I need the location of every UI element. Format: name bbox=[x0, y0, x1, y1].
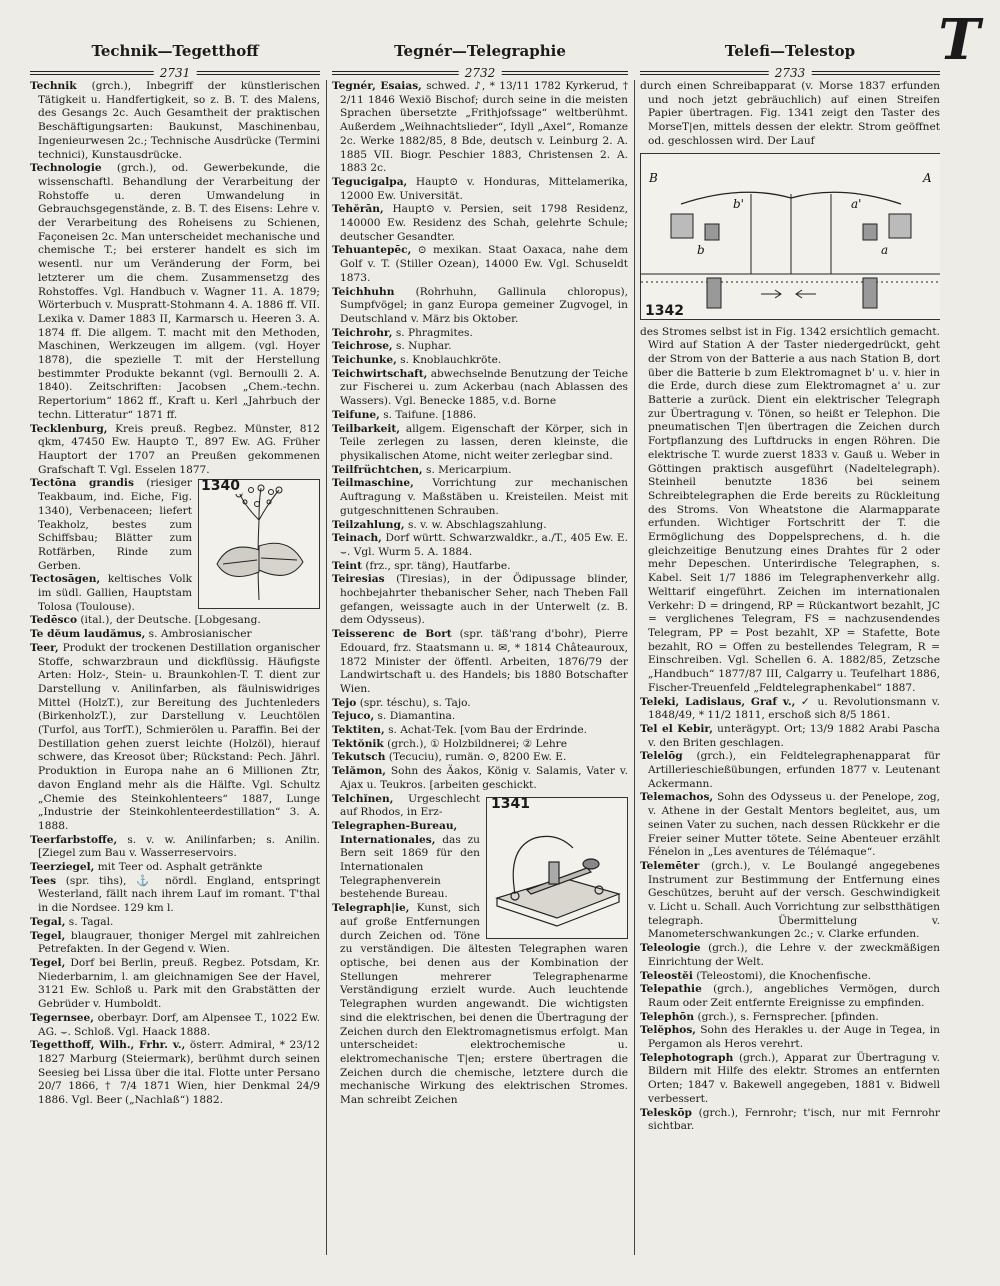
entry-headword: Teichwirtschaft, bbox=[332, 367, 428, 380]
entry-headword: Teichrose, bbox=[332, 340, 393, 353]
entry-text: Kunst, sich auf große Entfernungen durch Zeichen od. Töne zu verständigen. Die ältesten Telegraphen waren optische, bei denen aus der Kombination der Stellungen mehrerer Telegraphenarme Verständigung erzielt wurde. Auch leuchtende Telegraphen wurden angewandt. Die wichtigsten sind die elektrischen, bei denen die Übertragung der Zeichen durch den Elektromagnetismus erfolgt. Man unterscheidet: elektrochemische u. elektromechanische T|en; erstere übertragen die Zeichen durch die chemische, letztere durch die mechanische Wirkung des elektrischen Stromes. Man schreibt Zeichen bbox=[340, 902, 628, 1107]
entry-text: blaugrauer, thoniger Mergel mit zahlreichen Petrefakten. In der Gegend v. Wien. bbox=[38, 929, 320, 956]
dictionary-entry bbox=[332, 628, 628, 697]
entry-headword: Tegel, bbox=[30, 957, 66, 969]
entry-headword: Tel el Kebir, bbox=[640, 722, 713, 735]
entry-text: österr. Admiral, * 23/12 1827 Marburg (Steiermark), berühmt durch seinen Seesieg bei Lissa über die ital. Flotte unter Persano 20/7 1866, † 7/4 1871 Wien, hier Denkmal 24/9 1886. Vgl. Beer („Nachlaß“) 1882. bbox=[38, 1039, 320, 1107]
entry-text: (grch.), od. Gewerbekunde, die wissenschaftl. Behandlung der Verarbeitung der Rohstoffe u. deren Umwandelung in Gebrauchsgegenstände, z. B. T. des Eisens: Lehre v. der Verarbeitung des Roheisens zu Schienen, Façoneisen 2c. Man unterscheidet mechanische und chemische T.; bei ersterer handelt es sich im wesentl. nur um Veränderung der Form, bei letzterer um die chem. Zusammensetzg des Rohstoffes. Vgl. Handbuch v. Wagner 11. A. 1879; Wörterbuch v. Muspratt-Stohmann 4. A. 1886 ff. VII. Lexika v. Damer 1883 II, Karmarsch u. Heeren 3. A. 1874 ff. Die allgem. T. macht mit den Methoden, Maschinen, Werkzeugen im allgem. (vgl. Hoyer 1878), die spezielle T. mit der Herstellung bestimmter Produkte bekannt (vgl. Bernoulli 2. A. 1840). Zeitschriften: Jacobsen „Chem.-techn. Repertorium“ 1862 ff., Kraft u. Kerl „Jahrbuch der techn. Litteratur“ 1871 ff. bbox=[38, 162, 320, 421]
dictionary-entry bbox=[332, 340, 628, 354]
entry-text: Urgeschlecht auf Rhodos, in Erz- bbox=[340, 792, 480, 819]
entry-headword: Teer, bbox=[30, 641, 59, 654]
dictionary-entry bbox=[640, 1107, 940, 1134]
diagram-label-b: b bbox=[697, 242, 705, 257]
diagram-label-A: A bbox=[923, 170, 932, 185]
entry-headword: Tekutsch bbox=[332, 751, 386, 764]
entry-headword: Tegucigalpa, bbox=[332, 175, 408, 188]
entry-text: (Rohrhuhn, Gallinula chloropus), Sumpfvögel; in ganz Europa gemeiner Zugvogel, in Deutschland v. März bis Oktober. bbox=[340, 285, 628, 325]
dictionary-entry bbox=[30, 930, 320, 957]
dictionary-entry bbox=[30, 916, 320, 930]
entry-headword: Teint bbox=[332, 559, 363, 572]
entry-text: Sohn des Odysseus u. der Penelope, zog, v. Athene in der Gestalt Mentors begleitet, aus, um seinen Vater zu suchen, nach dessen Rückkehr er die Freier seiner Mutter tötete. Seine Abenteuer erzählt Fénelon in „Les aventures de Télémaque“. bbox=[648, 791, 940, 859]
page-number-right-text: 2733 bbox=[769, 64, 812, 82]
entry-headword: Tegel, bbox=[30, 929, 66, 942]
dictionary-entry bbox=[30, 834, 320, 861]
dictionary-entry bbox=[30, 80, 320, 162]
figure-1341 bbox=[486, 797, 628, 939]
dictionary-entry bbox=[332, 409, 628, 423]
header-left-title: Technik—Tegetthoff bbox=[91, 42, 259, 60]
entry-headword: Teichunke, bbox=[332, 354, 397, 367]
entry-headword: Teiresias bbox=[332, 573, 385, 586]
column-rule-1 bbox=[326, 80, 327, 1255]
telegraph-circuit-diagram bbox=[641, 154, 940, 319]
entry-headword: Telephotograph bbox=[640, 1051, 734, 1064]
entry-headword: Teleostĕi bbox=[640, 969, 693, 982]
entry-text: s. Tagal. bbox=[68, 915, 114, 928]
entry-headword: Teilmaschine, bbox=[332, 477, 414, 490]
dictionary-entry bbox=[332, 751, 628, 765]
entry-text: (Tiresias), in der Ödipussage blinder, hochbejahrter thebanischer Seher, nach Theben Fall gefangen, weissagte auch in der Unterwelt (z. B. dem Odysseus). bbox=[340, 573, 628, 627]
dictionary-entry bbox=[30, 1039, 320, 1108]
entry-text: (grch.), die Lehre v. der zweckmäßigen Einrichtung der Welt. bbox=[648, 942, 940, 968]
dictionary-entry bbox=[332, 354, 628, 368]
dictionary-entry bbox=[332, 477, 628, 518]
dictionary-entry bbox=[30, 1012, 320, 1039]
entry-text: Sohn des Äakos, König v. Salamis, Vater v. Ajax u. Teukros. [arbeiten geschickt. bbox=[340, 765, 628, 791]
dictionary-entry bbox=[640, 696, 940, 723]
dictionary-entry bbox=[640, 942, 940, 969]
entry-headword: Tegernsee, bbox=[30, 1011, 94, 1024]
entry-text: (ital.), der Deutsche. [Lobgesang. bbox=[80, 614, 261, 627]
entry-text: (grch.), ① Holzbildnerei; ② Lehre bbox=[387, 737, 567, 750]
entry-headword: Tegal, bbox=[30, 915, 66, 928]
dictionary-entry bbox=[30, 861, 320, 875]
entry-headword: Tehĕrān, bbox=[332, 203, 384, 216]
dictionary-entry bbox=[332, 765, 628, 792]
entry-text: (grch.), ein Feldtelegraphenapparat für Artillerieschießübungen, erfunden 1877 v. Leutenant Ackermann. bbox=[648, 750, 940, 790]
entry-headword: Tedēsco bbox=[30, 614, 78, 627]
dictionary-entry bbox=[332, 697, 628, 711]
entry-text: des Stromes selbst ist in Fig. 1342 ersichtlich gemacht. Wird auf Station A der Taster niedergedrückt, geht der Strom von der Batterie a aus nach Station B, dort über die Batterie b zum Elektromagnet b' u. v. hier in die Erde, durch diese zum Elektromagnet a' u. zur Batterie a zurück. Dient ein elektrischer Telegraph zur Übertragung v. Tönen, so heißt er Telephon. Die pneumatischen T|en übertragen die Zeichen durch Fortpflanzung des Luftdrucks in engen Röhren. Die elektrische T. wurde zuerst 1833 v. Gauß u. Weber in Göttingen praktisch ausgeführt (Nadeltelegraph). Steinheil benutzte 1836 bei seinem Schreibtelegraphen die Erde bereits zu Rückleitung des Stroms. Von Wheatstone die Alarmapparate erfunden. Wichtiger Fortschritt der T. die Ermöglichung des Doppelsprechens, d. h. die gleichzeitige Benutzung eines Drahtes für 2 oder mehr Depeschen. Unterirdische Telegraphen, s. Kabel. Seit 1/7 1886 im Telegraphenverkehr allg. Welttarif eingeführt. Zeichen im internationalen Verkehr: D = dringend, RP = Rückantwort bezahlt, JC = verglichenes Telegram, FS = nachzusendendes Telegram, PP = Post bezahlt, XP = Stafette, Bote bezahlt, RO = Offen zu bestellendes Telegram, R = Einschreiben. Vgl. Schellen 6. A. 1882/85, Zetzsche „Handbuch“ 1877/87 III, Calgarry u. Teufelhart 1886, Fischer-Treuenfeld „Feldtelegraphenkabel“ 1887. bbox=[640, 325, 940, 694]
teak-leaf-illustration bbox=[199, 480, 319, 608]
entry-headword: Tecklenburg, bbox=[30, 422, 108, 435]
entry-headword: Telelōg bbox=[640, 750, 683, 763]
diagram-label-b-prime: b' bbox=[733, 196, 744, 211]
entry-text: Sohn des Herakles u. der Auge in Tegea, in Pergamon als Heros verehrt. bbox=[648, 1024, 940, 1051]
entry-text: Dorf bei Berlin, preuß. Regbez. Potsdam, Kr. Niederbarnim, l. am gleichnamigen See der Havel, 3121 Ew. Schloß u. Park mit den Grabstätten der Gebrüder v. Humboldt. bbox=[38, 957, 320, 1011]
dictionary-entry bbox=[332, 80, 628, 176]
dictionary-entry bbox=[640, 723, 940, 750]
dictionary-entry bbox=[640, 1011, 940, 1025]
diagram-label-a: a bbox=[881, 242, 889, 257]
entry-headword: Teleologie bbox=[640, 942, 701, 955]
entry-text: durch einen Schreibapparat (v. Morse 1837 erfunden und noch jetzt gebräuchlich) auf einen Streifen Papier übertragen. Fig. 1341 zeigt den Taster des MorseT|en, mittels dessen der elektr. Strom geöffnet od. geschlossen wird. Der Lauf bbox=[640, 80, 940, 147]
dictionary-entry bbox=[332, 203, 628, 244]
entry-text: oberbayr. Dorf, am Alpensee T., 1022 Ew. AG. ⌣. Schloß. Vgl. Haack 1888. bbox=[38, 1011, 320, 1038]
dictionary-entry bbox=[332, 573, 628, 628]
entry-headword: Telemachos, bbox=[640, 791, 714, 804]
dictionary-entry bbox=[30, 628, 320, 642]
entry-headword: Teichhuhn bbox=[332, 285, 395, 298]
entry-headword: Tegetthoff, Wilh., Frhr. v., bbox=[30, 1039, 186, 1052]
dictionary-entry bbox=[332, 244, 628, 285]
entry-headword: Telămon, bbox=[332, 765, 386, 778]
entry-text: allgem. Eigenschaft der Körper, sich in Teile zerlegen zu lassen, deren kleinste, die physikalischen Atome, nicht weiter zerlegbar sind. bbox=[340, 422, 628, 462]
entry-text: s. Ambrosianischer bbox=[148, 628, 252, 641]
entry-headword: Teerziegel, bbox=[30, 861, 95, 874]
figure-1340 bbox=[198, 479, 320, 609]
dictionary-entry bbox=[640, 1052, 940, 1107]
entry-headword: Teifune, bbox=[332, 408, 380, 421]
entry-text: s. v. w. Anilinfarben; s. Anilin. [Ziegel zum Bau v. Wasserreservoirs. bbox=[38, 833, 320, 860]
entry-text: schwed. ♪, * 13/11 1782 Kyrkerud, † 2/11 1846 Wexiö Bischof; durch seine in die meisten Sprachen übersetzte „Frithjofssage“ weltberühmt. Außerdem „Weihnachtslieder“, Idyll „Axel“, Romanze 2c. Werke 1882/85, 8 Bde, deutsch v. Leinburg 2. A. 1885 VII. Biogr. Peschier 1883, Christensen 2. A. 1883 2c. bbox=[340, 80, 628, 175]
dictionary-entry bbox=[332, 423, 628, 464]
page-number-mid-text: 2732 bbox=[459, 64, 502, 82]
entry-headword: Tees bbox=[30, 874, 57, 887]
column-rule-2 bbox=[634, 80, 635, 1255]
entry-headword: Technologie bbox=[30, 162, 102, 175]
dictionary-entry bbox=[332, 710, 628, 724]
dictionary-entry bbox=[640, 970, 940, 984]
entry-headword: Telephōn bbox=[640, 1010, 695, 1023]
entry-text: (spr. tihs), ⚓ nördl. England, entspringt Westerland, fällt nach ihrem Lauf im romant. T'thal in die Nordsee. 129 km l. bbox=[38, 874, 320, 915]
entry-headword: Teerfarbstoffe, bbox=[30, 833, 118, 846]
entry-text: abwechselnde Benutzung der Teiche zur Fischerei u. zum Ackerbau (nach Ablassen des Wassers). Vgl. Benecke 1885, v.d. Borne bbox=[340, 367, 628, 408]
entry-text: Dorf württ. Schwarzwaldkr., a./T., 405 Ew. E. ⌣. Vgl. Wurm 5. A. 1884. bbox=[340, 532, 628, 558]
dictionary-entry bbox=[332, 464, 628, 478]
entry-text: (grch.), Inbegriff der künstlerischen Tätigkeit u. Handfertigkeit, so z. B. T. des Malens, des Gesangs 2c. Auch Gesamtheit der praktischen Beschäftigungsarten: Baukunst, Maschinenbau, Ingenieurwesen 2c.; Technische Ausdrücke (Termini technici), Kunstausdrücke. bbox=[38, 80, 320, 161]
entry-headword: Telemēter bbox=[640, 859, 700, 872]
entry-headword: Technik bbox=[30, 80, 77, 92]
dictionary-entry bbox=[332, 327, 628, 341]
entry-headword: Tejo bbox=[332, 696, 357, 709]
entry-headword: Teisserenc de Bort bbox=[332, 628, 452, 641]
entry-text: (spr. täß'rang d'bohr), Pierre Edouard, frz. Staatsmann u. ✉, * 1814 Châteauroux, 1872 Minister der öffentl. Arbeiten, 1876/79 der Landwirtschaft u. des Handels; bis 1880 Botschafter Wien. bbox=[340, 628, 628, 695]
entry-headword: Teleskōp bbox=[640, 1106, 692, 1119]
entry-headword: Teinach, bbox=[332, 532, 382, 545]
entry-headword: Te dĕum laudămus, bbox=[30, 628, 146, 641]
entry-text: (grch.), Fernrohr; t'isch, nur mit Fernrohr sichtbar. bbox=[648, 1106, 940, 1133]
morse-key-illustration bbox=[487, 795, 627, 938]
entry-headword: Tectōna grandis bbox=[30, 477, 134, 490]
dictionary-entry bbox=[332, 368, 628, 409]
left-column bbox=[30, 80, 320, 1260]
entry-headword: Tehuantepēc, bbox=[332, 244, 412, 257]
right-column bbox=[640, 80, 940, 1260]
entry-text: das zu Bern seit 1869 für den Internationalen Telegraphenverein bestehende Bureau. bbox=[340, 833, 480, 901]
dictionary-entry bbox=[332, 560, 628, 574]
entry-text: (Tecuciu), rumän. ⊙, 8200 Ew. E. bbox=[388, 751, 567, 764]
dictionary-entry bbox=[30, 642, 320, 834]
entry-headword: Telegraph|ie, bbox=[332, 902, 410, 915]
entry-text: s. Taifune. [1886. bbox=[383, 408, 477, 421]
diagram-label-a-prime: a' bbox=[851, 196, 862, 211]
entry-headword: Teleki, Ladislaus, Graf v., bbox=[640, 695, 796, 708]
entry-headword: Tectosāgen, bbox=[30, 573, 101, 586]
entry-headword: Telĕphos, bbox=[640, 1024, 696, 1037]
entry-text: Haupt⊙ v. Honduras, Mittelamerika, 12000 Ew. Universität. bbox=[340, 175, 628, 202]
dictionary-entry bbox=[332, 532, 628, 559]
page-number-left-text: 2731 bbox=[154, 64, 197, 82]
entry-text: s. Achat-Tek. [vom Bau der Erdrinde. bbox=[388, 724, 588, 737]
entry-text: s. v. w. Abschlagszahlung. bbox=[407, 518, 547, 531]
entry-text: unterägypt. Ort; 13/9 1882 Arabi Pascha v. den Briten geschlagen. bbox=[648, 722, 940, 749]
entry-text: (grch.), angebliches Vermögen, durch Raum oder Zeit entfernte Ereignisse zu empfinden. bbox=[648, 983, 940, 1009]
entry-headword: Teilfrüchtchen, bbox=[332, 463, 423, 476]
entry-text: (grch.), Apparat zur Übertragung v. Bildern mit Hilfe des elektr. Stromes an entfernten Orten; 1847 v. Bakewell angegeben, 1881 v. Bidwell verbessert. bbox=[648, 1051, 940, 1105]
dictionary-entry bbox=[30, 614, 320, 628]
header-right-title: Telefi—Telestop bbox=[724, 42, 856, 60]
entry-headword: Telepathie bbox=[640, 983, 702, 996]
entry-text: (spr. téschu), s. Tajo. bbox=[359, 696, 471, 709]
figure-1342-number: 1342 bbox=[645, 302, 684, 319]
entry-headword: Tegnér, Esaias, bbox=[332, 80, 422, 92]
dictionary-entry bbox=[332, 286, 628, 327]
dictionary-entry bbox=[640, 983, 940, 1010]
entry-text: Produkt der trockenen Destillation organischer Stoffe, schwarzbraun und dickflüssig. Häufigste Arten: Holz-, Stein- u. Braunkohlen-T. T. dient zur Darstellung v. Anilinfarben, als fäulniswidriges Mittel (HolzT.), zur Bereitung des Juchtenleders (BirkenholzT.), zur Darstellung v. Leuchtölen (Turfol, aus TorfT.), Schmierölen u. Paraffin. Bei der Destillation gehen zuerst leichte (Holzöl), hierauf schwere, das Kreosot über; Rückstand: Pech. Jährl. Produktion in Europa nahe an 6 Millionen Ztr, davon England mehr als die Hälfte. Vgl. Schultz „Chemie des Steinkohlenteers“ 1887, Lunge „Industrie der Steinkohlenteerdestillation“ 3. A. 1888. bbox=[38, 641, 320, 832]
dictionary-entry bbox=[30, 875, 320, 916]
entry-text: (riesiger Teakbaum, ind. Eiche, Fig. 1340), Verbenaceen; liefert Teakholz, bestes zum Schiffsbau; Blätter zum Rotfärben, Rinde zum Gerben. bbox=[38, 477, 192, 572]
entry-headword: Teilbarkeit, bbox=[332, 422, 400, 435]
dictionary-entry bbox=[640, 326, 940, 696]
entry-headword: Tektiten, bbox=[332, 724, 385, 737]
entry-text: Vorrichtung zur mechanischen Auftragung v. Maßstäben u. Kreisteilen. Meist mit gutgeschnittenen Schrauben. bbox=[340, 477, 628, 517]
dictionary-entry bbox=[640, 791, 940, 860]
entry-text: (Teleostomi), die Knochenfische. bbox=[696, 969, 871, 982]
figure-1340-number: 1340 bbox=[201, 478, 240, 495]
entry-text: Kreis preuß. Regbez. Münster, 812 qkm, 47450 Ew. Haupt⊙ T., 897 Ew. AG. Früher Hauptort der 1707 an Preußen gekommenen Grafschaft T. Vgl. Esselen 1877. bbox=[38, 422, 320, 476]
middle-column bbox=[332, 80, 628, 1260]
entry-headword: Teichrohr, bbox=[332, 326, 393, 339]
dictionary-entry bbox=[332, 738, 628, 752]
dictionary-entry bbox=[640, 860, 940, 942]
figure-1341-number: 1341 bbox=[491, 795, 530, 812]
dictionary-entry bbox=[332, 724, 628, 738]
entry-headword: Tejuco, bbox=[332, 710, 375, 723]
dictionary-entry bbox=[30, 423, 320, 478]
dictionary-entry bbox=[332, 176, 628, 203]
entry-text: s. Diamantina. bbox=[377, 710, 456, 723]
header-mid-title: Tegnér—Telegraphie bbox=[394, 42, 566, 60]
entry-text: ⊙ mexikan. Staat Oaxaca, nahe dem Golf v. T. (Stiller Ozean), 14000 Ew. Vgl. Schuseldt 1873. bbox=[340, 244, 628, 284]
entry-text: ✓ u. Revolutionsmann v. 1848/49, * 11/2 1811, erschoß sich 8/5 1861. bbox=[648, 695, 940, 722]
figure-1342 bbox=[640, 153, 940, 320]
entry-text: mit Teer od. Asphalt getränkte bbox=[97, 861, 263, 874]
entry-text: (grch.), v. Le Boulangé angegebenes Instrument zur Bestimmung der Entfernung eines Geschützes, beruht auf der versch. Geschwindigkeit v. Licht u. Schall. Auch Vorrichtung zur selbstthätigen telegraph. Übermittelung v. Manometerschwankungen 2c.; v. Clarke erfunden. bbox=[648, 859, 940, 941]
entry-headword: Teilzahlung, bbox=[332, 518, 405, 531]
entry-headword: Telchĭnen, bbox=[332, 792, 394, 805]
dictionary-entry bbox=[640, 750, 940, 791]
entry-text: s. Mericarpium. bbox=[426, 463, 512, 476]
entry-text: s. Knoblauchkröte. bbox=[400, 354, 502, 367]
dictionary-entry bbox=[30, 957, 320, 1012]
entry-headword: Telegraphen-Bureau, Internationales, bbox=[332, 819, 458, 846]
entry-headword: Tektŏnik bbox=[332, 737, 384, 750]
dictionary-entry bbox=[640, 80, 940, 149]
section-letter: T bbox=[938, 7, 980, 73]
entry-text: (frz., spr. täng), Hautfarbe. bbox=[365, 559, 511, 572]
entry-text: (grch.), s. Fernsprecher. [pfinden. bbox=[697, 1010, 879, 1023]
entry-text: s. Phragmites. bbox=[395, 326, 473, 339]
dictionary-entry bbox=[640, 1024, 940, 1051]
entry-text: keltisches Volk im südl. Gallien, Hauptstam Tolosa (Toulouse). bbox=[38, 573, 192, 613]
entry-text: s. Nuphar. bbox=[396, 340, 452, 353]
dictionary-entry bbox=[332, 519, 628, 533]
dictionary-entry bbox=[30, 162, 320, 422]
entry-text: Haupt⊙ v. Persien, seit 1798 Residenz, 140000 Ew. Residenz des Schah, gelehrte Schule; deutscher Gesandter. bbox=[340, 203, 628, 243]
diagram-label-B: B bbox=[649, 170, 658, 185]
